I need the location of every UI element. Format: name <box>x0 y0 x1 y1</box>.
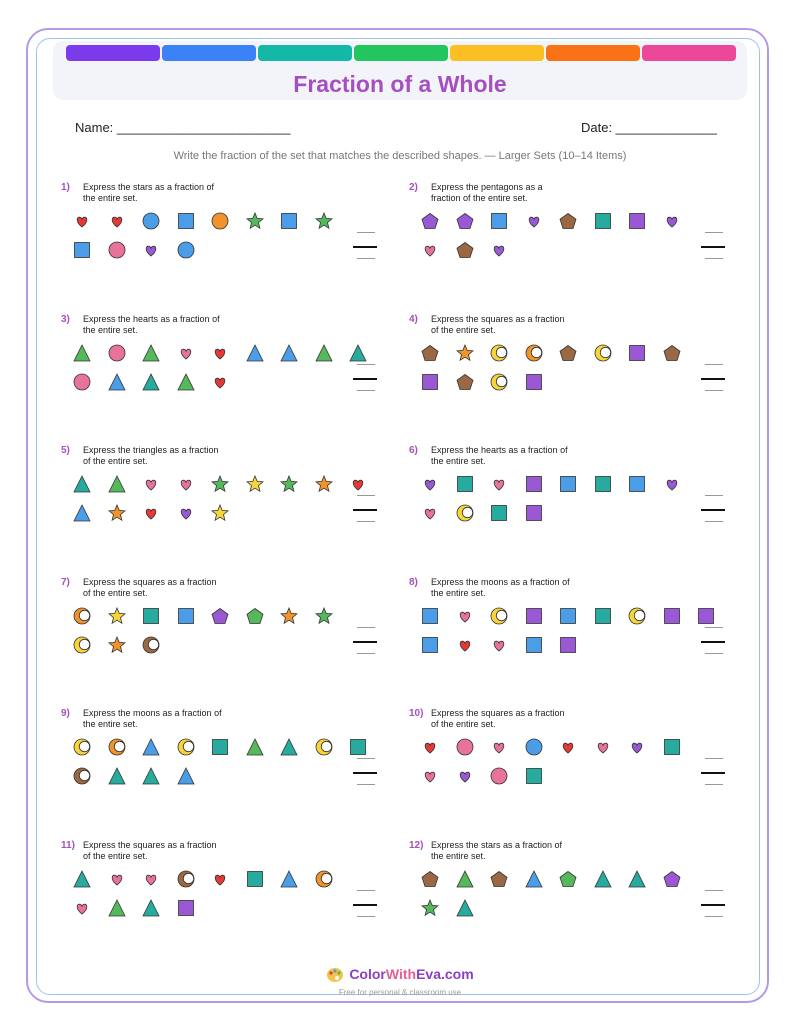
numerator-line[interactable] <box>705 627 723 628</box>
star-icon <box>421 899 439 922</box>
heart-icon <box>73 212 91 235</box>
fraction-answer-blank[interactable] <box>701 890 725 920</box>
problem-number: 8) <box>409 576 418 588</box>
pentagon-icon <box>663 870 681 893</box>
footer <box>0 966 800 997</box>
palette-icon <box>326 967 344 983</box>
heart-icon <box>211 870 229 893</box>
square-icon <box>490 212 508 235</box>
heart-icon <box>142 241 160 264</box>
fraction-bar <box>701 904 725 906</box>
triangle-icon <box>628 870 646 893</box>
heart-icon <box>421 475 439 498</box>
color-bar-segment <box>162 45 256 61</box>
fraction-answer-blank[interactable] <box>701 495 725 525</box>
fraction-answer-blank[interactable] <box>353 495 377 525</box>
heart-icon <box>559 738 577 761</box>
square-icon <box>177 607 195 630</box>
square-icon <box>559 475 577 498</box>
moon-icon <box>456 504 474 527</box>
triangle-icon <box>108 767 126 790</box>
numerator-line[interactable] <box>705 364 723 365</box>
moon-icon <box>177 870 195 893</box>
problem-prompt: Express the squares as a fraction of the entire set. <box>83 576 217 598</box>
numerator-line[interactable] <box>357 890 375 891</box>
denominator-line[interactable] <box>705 258 723 259</box>
heart-icon <box>490 241 508 264</box>
instructions-text: Write the fraction of the set that matches the described shapes. — Larger Sets (10–14 Items) <box>173 150 627 162</box>
shape-set <box>73 738 363 808</box>
pentagon-icon <box>559 870 577 893</box>
circle-icon <box>211 212 229 235</box>
problem-8 <box>409 577 749 687</box>
heart-icon <box>456 607 474 630</box>
triangle-icon <box>280 344 298 367</box>
shape-set <box>73 870 363 940</box>
heart-icon <box>142 504 160 527</box>
square-icon <box>421 373 439 396</box>
triangle-icon <box>246 738 264 761</box>
fraction-bar <box>701 246 725 248</box>
square-icon <box>421 607 439 630</box>
pentagon-icon <box>246 607 264 630</box>
numerator-line[interactable] <box>357 627 375 628</box>
numerator-line[interactable] <box>705 758 723 759</box>
square-icon <box>73 241 91 264</box>
color-bar-segment <box>642 45 736 61</box>
numerator-line[interactable] <box>357 758 375 759</box>
heart-icon <box>142 870 160 893</box>
square-icon <box>421 636 439 659</box>
heart-icon <box>594 738 612 761</box>
square-icon <box>663 738 681 761</box>
problem-prompt: Express the squares as a fraction of the entire set. <box>83 839 217 861</box>
denominator-line[interactable] <box>705 390 723 391</box>
square-icon <box>628 212 646 235</box>
shape-set <box>73 607 363 677</box>
pentagon-icon <box>490 870 508 893</box>
triangle-icon <box>142 899 160 922</box>
star-icon <box>315 212 333 235</box>
problem-12 <box>409 840 749 950</box>
heart-icon <box>108 212 126 235</box>
heart-icon <box>525 212 543 235</box>
square-icon <box>490 504 508 527</box>
fraction-bar <box>353 378 377 380</box>
triangle-icon <box>456 899 474 922</box>
square-icon <box>525 607 543 630</box>
circle-icon <box>73 373 91 396</box>
star-icon <box>246 212 264 235</box>
problem-number: 6) <box>409 445 418 456</box>
problem-3 <box>61 314 401 424</box>
fraction-answer-blank[interactable] <box>701 758 725 788</box>
square-icon <box>456 475 474 498</box>
numerator-line[interactable] <box>357 364 375 365</box>
circle-icon <box>108 241 126 264</box>
heart-icon <box>211 373 229 396</box>
shape-set <box>421 475 711 545</box>
moon-icon <box>594 344 612 367</box>
fraction-bar <box>353 904 377 906</box>
problem-number: 12) <box>409 839 424 851</box>
denominator-line[interactable] <box>357 521 375 522</box>
color-bar-segment <box>66 45 160 61</box>
moon-icon <box>108 738 126 761</box>
square-icon <box>594 475 612 498</box>
star-icon <box>280 475 298 498</box>
problem-prompt: Express the hearts as a fraction of the entire set. <box>83 313 220 335</box>
numerator-line[interactable] <box>705 232 723 233</box>
triangle-icon <box>142 738 160 761</box>
color-bar-segment <box>258 45 352 61</box>
square-icon <box>525 373 543 396</box>
shape-set <box>73 212 363 282</box>
moon-icon <box>490 373 508 396</box>
square-icon <box>177 212 195 235</box>
square-icon <box>211 738 229 761</box>
fraction-answer-blank[interactable] <box>353 232 377 262</box>
fraction-bar <box>701 509 725 511</box>
heart-icon <box>456 767 474 790</box>
moon-icon <box>628 607 646 630</box>
star-icon <box>315 607 333 630</box>
fraction-answer-blank[interactable] <box>701 364 725 394</box>
triangle-icon <box>177 767 195 790</box>
moon-icon <box>177 738 195 761</box>
problem-number: 5) <box>61 445 70 456</box>
square-icon <box>525 767 543 790</box>
square-icon <box>142 607 160 630</box>
pentagon-icon <box>456 212 474 235</box>
problem-prompt: Express the stars as a fraction of the entire set. <box>431 839 563 861</box>
star-icon <box>211 475 229 498</box>
shape-set <box>73 344 363 414</box>
denominator-line[interactable] <box>357 784 375 785</box>
problem-number: 1) <box>61 182 70 193</box>
problem-prompt: Express the squares as a fraction of the entire set. <box>431 313 565 335</box>
fraction-bar <box>701 772 725 774</box>
heart-icon <box>663 212 681 235</box>
shape-set <box>421 870 711 940</box>
date-field-label: Date: ______________ <box>581 120 717 135</box>
problem-number: 11) <box>61 839 75 851</box>
heart-icon <box>177 344 195 367</box>
color-bar-segment <box>546 45 640 61</box>
name-field-label: Name: ________________________ <box>75 120 291 135</box>
circle-icon <box>456 738 474 761</box>
brand-logo <box>326 966 473 984</box>
brand-eva: Eva.com <box>416 966 474 982</box>
pentagon-icon <box>421 344 439 367</box>
triangle-icon <box>73 870 91 893</box>
star-icon <box>315 475 333 498</box>
heart-icon <box>421 738 439 761</box>
fraction-bar <box>353 246 377 248</box>
star-icon <box>108 607 126 630</box>
moon-icon <box>73 636 91 659</box>
problem-2 <box>409 182 749 292</box>
moon-icon <box>142 636 160 659</box>
triangle-icon <box>525 870 543 893</box>
circle-icon <box>490 767 508 790</box>
heart-icon <box>456 636 474 659</box>
problem-prompt: Express the moons as a fraction of the entire set. <box>83 708 222 729</box>
problem-number: 2) <box>409 182 418 193</box>
denominator-line[interactable] <box>705 653 723 654</box>
triangle-icon <box>456 870 474 893</box>
heart-icon <box>211 344 229 367</box>
numerator-line[interactable] <box>357 495 375 496</box>
pentagon-icon <box>456 373 474 396</box>
color-bar-segment <box>354 45 448 61</box>
circle-icon <box>177 241 195 264</box>
problem-prompt: Express the squares as a fraction of the entire set. <box>431 708 565 729</box>
problem-prompt: Express the moons as a fraction of the entire set. <box>431 576 570 598</box>
shape-set <box>73 475 363 545</box>
triangle-icon <box>108 373 126 396</box>
fraction-bar <box>353 509 377 511</box>
triangle-icon <box>142 373 160 396</box>
brand-color: Color <box>349 966 386 982</box>
heart-icon <box>628 738 646 761</box>
triangle-icon <box>73 344 91 367</box>
moon-icon <box>525 344 543 367</box>
problem-number: 10) <box>409 708 424 719</box>
square-icon <box>525 636 543 659</box>
fraction-answer-blank[interactable] <box>701 232 725 262</box>
fraction-answer-blank[interactable] <box>701 627 725 657</box>
heart-icon <box>421 767 439 790</box>
triangle-icon <box>280 738 298 761</box>
triangle-icon <box>73 504 91 527</box>
fraction-bar <box>701 378 725 380</box>
moon-icon <box>73 738 91 761</box>
denominator-line[interactable] <box>705 916 723 917</box>
triangle-icon <box>142 344 160 367</box>
shape-set <box>421 344 711 414</box>
heart-icon <box>421 241 439 264</box>
triangle-icon <box>142 767 160 790</box>
heart-icon <box>177 475 195 498</box>
problem-7 <box>61 577 401 687</box>
fraction-answer-blank[interactable] <box>353 364 377 394</box>
problem-10 <box>409 708 749 818</box>
denominator-line[interactable] <box>357 390 375 391</box>
pentagon-icon <box>456 241 474 264</box>
circle-icon <box>525 738 543 761</box>
shape-set <box>421 607 711 677</box>
denominator-line[interactable] <box>357 653 375 654</box>
fraction-answer-blank[interactable] <box>353 758 377 788</box>
shape-set <box>421 738 711 808</box>
moon-icon <box>73 767 91 790</box>
square-icon <box>594 607 612 630</box>
pentagon-icon <box>663 344 681 367</box>
square-icon <box>594 212 612 235</box>
moon-icon <box>73 607 91 630</box>
star-icon <box>211 504 229 527</box>
heart-icon <box>490 636 508 659</box>
square-icon <box>663 607 681 630</box>
heart-icon <box>73 899 91 922</box>
circle-icon <box>108 344 126 367</box>
fraction-answer-blank[interactable] <box>353 627 377 657</box>
denominator-line[interactable] <box>705 784 723 785</box>
heart-icon <box>142 475 160 498</box>
problem-6 <box>409 445 749 555</box>
square-icon <box>177 899 195 922</box>
square-icon <box>559 636 577 659</box>
square-icon <box>525 475 543 498</box>
numerator-line[interactable] <box>357 232 375 233</box>
heart-icon <box>490 738 508 761</box>
square-icon <box>628 344 646 367</box>
star-icon <box>108 636 126 659</box>
pentagon-icon <box>559 344 577 367</box>
rainbow-color-bar <box>66 45 736 61</box>
fraction-bar <box>353 772 377 774</box>
heart-icon <box>663 475 681 498</box>
shape-set <box>421 212 711 282</box>
denominator-line[interactable] <box>357 258 375 259</box>
heart-icon <box>490 475 508 498</box>
moon-icon <box>490 607 508 630</box>
brand-with: With <box>385 966 417 982</box>
square-icon <box>525 504 543 527</box>
heart-icon <box>421 504 439 527</box>
footer-tagline: Free for personal & classroom use <box>338 988 462 997</box>
denominator-line[interactable] <box>357 916 375 917</box>
star-icon <box>456 344 474 367</box>
problem-9 <box>61 708 401 818</box>
pentagon-icon <box>421 870 439 893</box>
problem-11 <box>61 840 401 950</box>
triangle-icon <box>177 373 195 396</box>
problem-prompt: Express the triangles as a fraction of the entire set. <box>83 445 219 466</box>
triangle-icon <box>108 475 126 498</box>
star-icon <box>108 504 126 527</box>
pentagon-icon <box>211 607 229 630</box>
triangle-icon <box>246 344 264 367</box>
triangle-icon <box>108 899 126 922</box>
problem-prompt: Express the stars as a fraction of the entire set. <box>83 182 215 203</box>
heart-icon <box>108 870 126 893</box>
problem-prompt: Express the pentagons as a fraction of the entire set. <box>431 182 543 203</box>
triangle-icon <box>73 475 91 498</box>
fraction-answer-blank[interactable] <box>353 890 377 920</box>
moon-icon <box>315 738 333 761</box>
color-bar-segment <box>450 45 544 61</box>
fraction-bar <box>701 641 725 643</box>
square-icon <box>559 607 577 630</box>
star-icon <box>280 607 298 630</box>
heart-icon <box>177 504 195 527</box>
square-icon <box>628 475 646 498</box>
triangle-icon <box>315 344 333 367</box>
problem-number: 3) <box>61 313 70 325</box>
problem-prompt: Express the hearts as a fraction of the entire set. <box>431 445 568 466</box>
denominator-line[interactable] <box>705 521 723 522</box>
star-icon <box>246 475 264 498</box>
triangle-icon <box>280 870 298 893</box>
triangle-icon <box>594 870 612 893</box>
problem-number: 9) <box>61 708 70 719</box>
problem-number: 4) <box>409 313 418 325</box>
problem-number: 7) <box>61 576 70 588</box>
circle-icon <box>142 212 160 235</box>
moon-icon <box>490 344 508 367</box>
pentagon-icon <box>421 212 439 235</box>
moon-icon <box>315 870 333 893</box>
square-icon <box>280 212 298 235</box>
problem-5 <box>61 445 401 555</box>
fraction-bar <box>353 641 377 643</box>
problem-4 <box>409 314 749 424</box>
worksheet-title: Fraction of a Whole <box>293 71 507 97</box>
pentagon-icon <box>559 212 577 235</box>
problem-1 <box>61 182 401 292</box>
numerator-line[interactable] <box>705 890 723 891</box>
square-icon <box>246 870 264 893</box>
numerator-line[interactable] <box>705 495 723 496</box>
